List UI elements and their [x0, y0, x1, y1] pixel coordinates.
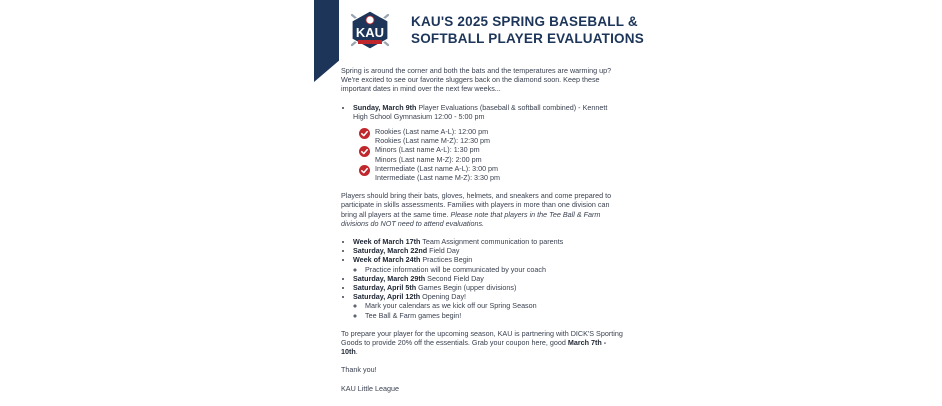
intro-paragraph: Spring is around the corner and both the bats and the temperatures are warming up? We're excited to see our favorite sluggers back on the diamond soon. Keep these important dates in mind over the next few weeks... [341, 66, 612, 94]
page-title: KAU'S 2025 SPRING BASEBALL & SOFTBALL PLAYER EVALUATIONS [411, 14, 644, 46]
schedule-item [353, 274, 623, 283]
schedule-date: Saturday, March 29th [353, 273, 426, 283]
schedule-subitem: ◦ Practice information will be communicated by your coach [365, 265, 623, 274]
article-body [341, 66, 623, 402]
players-text: Players should bring their bats, gloves, helmets, and sneakers and come prepared to participate in skills assessments. Families with players in more than one division can bring all players at the same time. [341, 191, 612, 219]
time-slot: Minors (Last name M-Z): 2:00 pm [375, 154, 482, 164]
coupon-end: . [355, 347, 358, 357]
coupon-dates: March 7th - 10th [341, 338, 607, 357]
schedule-subitem: ◦ Tee Ball & Farm games begin! [365, 311, 623, 320]
evaluation-text: Player Evaluations (baseball & softball combined) - Kennett High School Gymnasium 12:00 - 5:00 pm [353, 102, 608, 121]
schedule-text: Games Begin (upper divisions) [416, 283, 517, 293]
schedule-subitem: ◦ Mark your calendars as we kick off our Spring Season [365, 301, 623, 310]
players-note: Please note that players in the Tee Ball & Farm divisions do NOT need to attend evaluations. [341, 209, 601, 228]
time-slot: Intermediate (Last name M-Z): 3:30 pm [375, 173, 501, 183]
schedule-item [353, 255, 623, 273]
time-slot: Minors (Last name A-L): 1:30 pm [375, 145, 480, 155]
schedule-date: Week of March 24th [353, 255, 421, 265]
schedule-item [353, 246, 623, 255]
time-slot: Intermediate (Last name A-L): 3:00 pm [375, 163, 499, 173]
schedule-item [353, 292, 623, 320]
corner-banner [314, 0, 339, 82]
schedule-text: Team Assignment communication to parents [420, 237, 564, 247]
schedule-sublist [353, 265, 623, 274]
players-paragraph [341, 191, 623, 228]
evaluation-list [341, 103, 623, 121]
schedule-sublist [353, 301, 623, 319]
time-slot: Rookies (Last name M-Z): 12:30 pm [375, 136, 491, 146]
evaluation-date: Sunday, March 9th [353, 102, 417, 112]
schedule-date: Saturday, April 12th [353, 292, 421, 302]
time-slot-group [359, 145, 623, 163]
schedule-list [341, 237, 623, 320]
schedule-item [353, 237, 623, 246]
time-slot-list [359, 127, 623, 182]
time-slot: Rookies (Last name A-L): 12:00 pm [375, 127, 489, 137]
time-slot-group [359, 164, 623, 182]
schedule-text: Field Day [427, 246, 460, 256]
schedule-text: Opening Day! [420, 292, 467, 302]
logo-text: KAU [355, 25, 385, 40]
checkmark-icon [359, 146, 370, 157]
signature: KAU Little League [341, 383, 399, 393]
time-slot-group [359, 127, 623, 145]
list-item [353, 103, 623, 121]
coupon-paragraph [341, 329, 623, 357]
thanks-text: Thank you! [341, 365, 377, 375]
checkmark-icon [359, 165, 370, 176]
coupon-text: To prepare your player for the upcoming season, KAU is partnering with DICK'S Sporting Goods to provide 20% off the essentials. Grab your coupon here, good [341, 328, 623, 348]
schedule-date: Saturday, March 22nd [353, 246, 428, 256]
schedule-text: Practices Begin [420, 255, 473, 265]
kau-logo [346, 9, 394, 51]
schedule-date: Week of March 17th [353, 237, 421, 247]
schedule-text: Second Field Day [425, 273, 484, 283]
checkmark-icon [359, 128, 370, 139]
schedule-date: Saturday, April 5th [353, 283, 417, 293]
schedule-item [353, 283, 623, 292]
